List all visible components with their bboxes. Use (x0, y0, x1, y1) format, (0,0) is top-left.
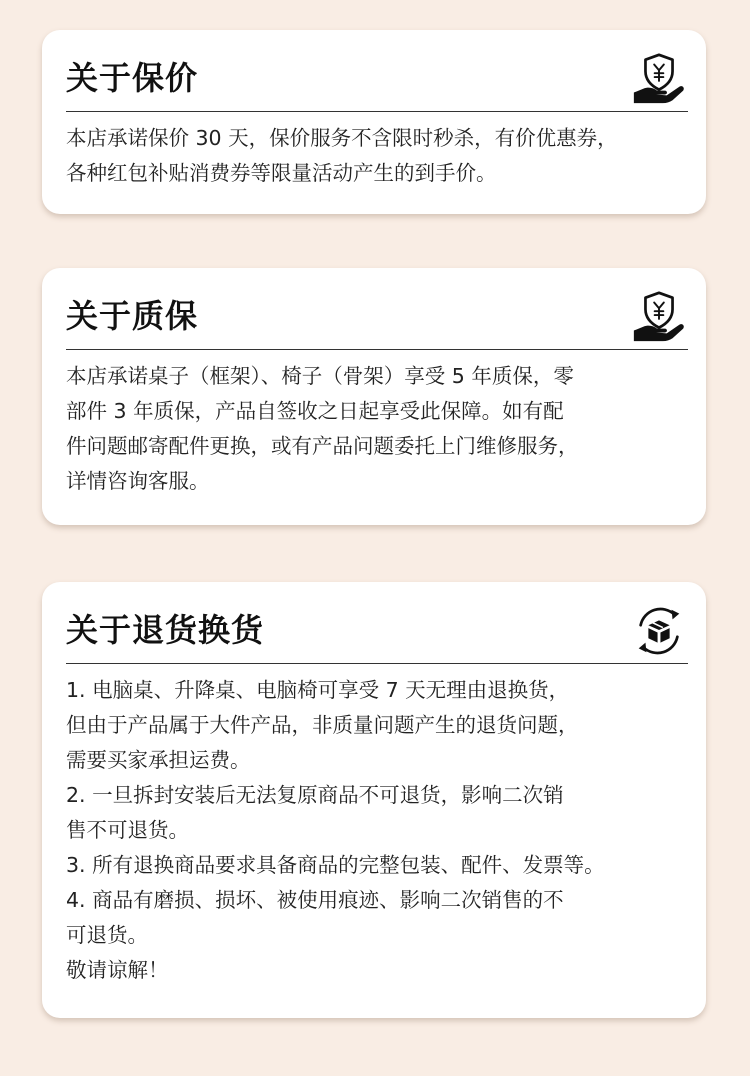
card-title: 关于退货换货 (66, 611, 265, 649)
title-divider (66, 663, 688, 664)
body-line: 3. 所有退换商品要求具备商品的完整包装、配件、发票等。 (66, 853, 605, 877)
body-line: 售不可退货。 (66, 818, 189, 842)
card-title: 关于保价 (66, 59, 199, 97)
body-line: 1. 电脑桌、升降桌、电脑椅可享受 7 天无理由退换货， (66, 678, 570, 702)
box-exchange-icon (630, 602, 688, 660)
body-line: 2. 一旦拆封安装后无法复原商品不可退货，影响二次销 (66, 783, 564, 807)
body-line: 敬请谅解！ (66, 958, 169, 982)
body-line: 详情咨询客服。 (66, 469, 210, 493)
card-body (66, 673, 692, 988)
body-line: 本店承诺桌子（框架）、椅子（骨架）享受 5 年质保，零 (66, 364, 574, 388)
price-protection-card (42, 30, 706, 214)
return-exchange-card (42, 582, 706, 1018)
title-divider (66, 111, 688, 112)
warranty-card (42, 268, 706, 525)
card-body (66, 121, 692, 191)
body-line: 可退货。 (66, 923, 148, 947)
body-line: 件问题邮寄配件更换，或有产品问题委托上门维修服务， (66, 434, 579, 458)
body-line: 本店承诺保价 30 天，保价服务不含限时秒杀，有价优惠券， (66, 126, 618, 150)
card-body (66, 359, 692, 499)
body-line: 各种红包补贴消费券等限量活动产生的到手价。 (66, 161, 497, 185)
shield-yen-hand-icon (630, 288, 688, 346)
body-line: 需要买家承担运费。 (66, 748, 251, 772)
shield-yen-hand-icon (630, 50, 688, 108)
body-line: 部件 3 年质保，产品自签收之日起享受此保障。如有配 (66, 399, 564, 423)
body-line: 但由于产品属于大件产品，非质量问题产生的退货问题， (66, 713, 579, 737)
card-title: 关于质保 (66, 297, 199, 335)
title-divider (66, 349, 688, 350)
body-line: 4. 商品有磨损、损坏、被使用痕迹、影响二次销售的不 (66, 888, 564, 912)
